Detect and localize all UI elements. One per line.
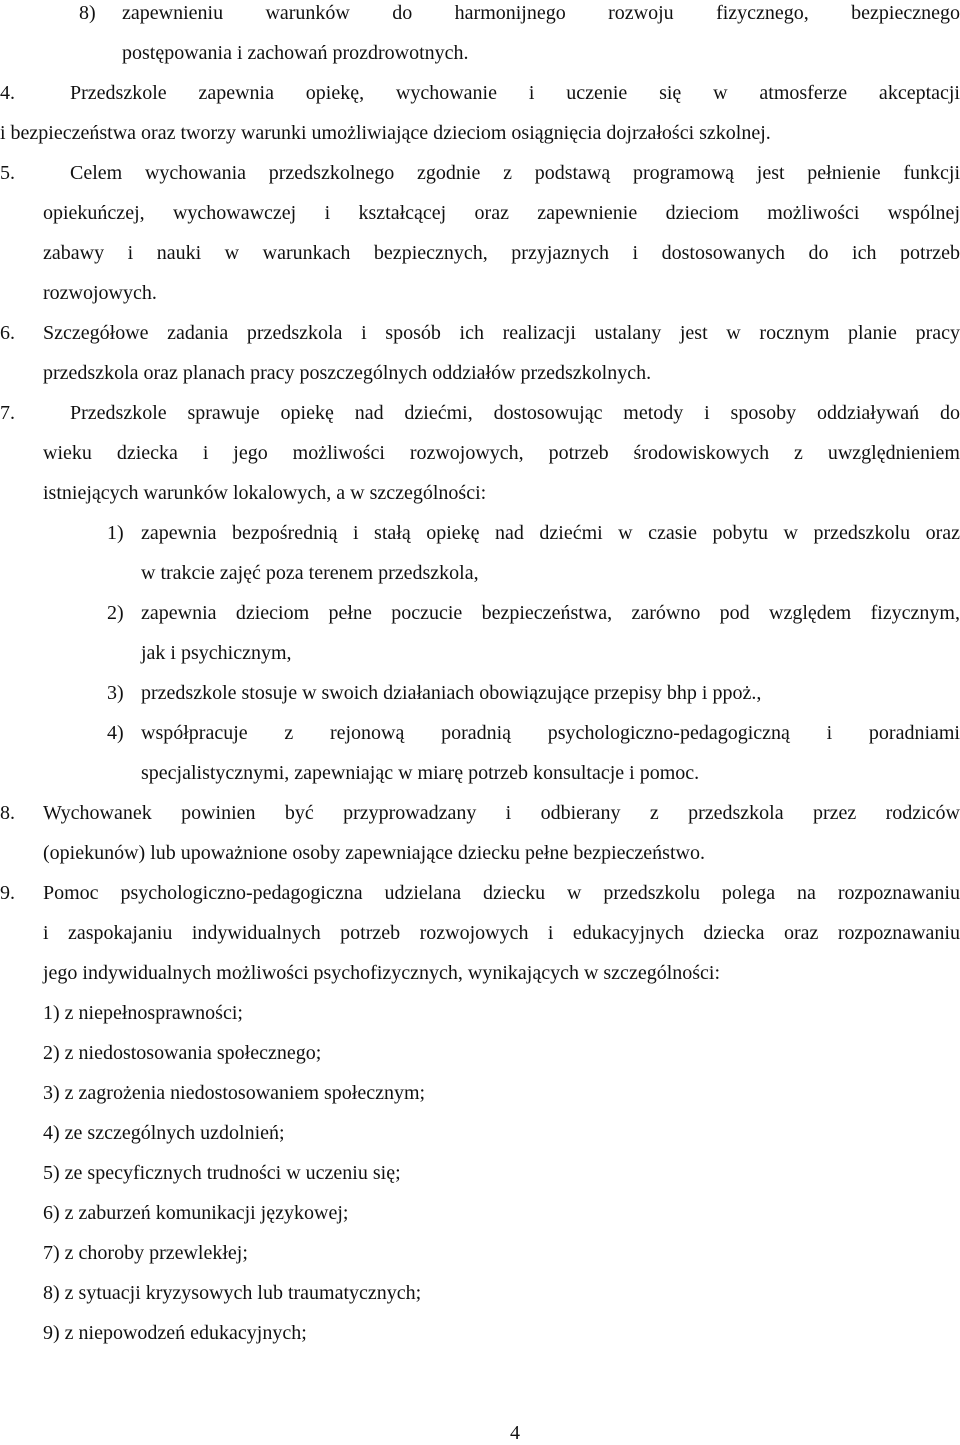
sublist-line: specjalistycznymi, zapewniając w miarę potrzeb konsultacje i pomoc. — [141, 762, 700, 784]
paragraph-line: istniejących warunków lokalowych, a w szczególności: — [43, 482, 487, 504]
sublist-item: 4) ze szczególnych uzdolnień; — [43, 1122, 285, 1144]
paragraph-line: Szczegółowe zadania przedszkola i sposób ich realizacji ustalany jest w rocznym planie pracy — [43, 322, 960, 344]
sublist-line: współpracuje z rejonową poradnią psychologiczno-pedagogiczną i poradniami — [141, 722, 960, 744]
sublist-item: 5) ze specyficznych trudności w uczeniu się; — [43, 1162, 401, 1184]
paragraph-line: postępowania i zachowań prozdrowotnych. — [122, 42, 469, 64]
sublist-item: 2) z niedostosowania społecznego; — [43, 1042, 322, 1064]
paragraph-line: Przedszkole sprawuje opiekę nad dziećmi, dostosowując metody i sposoby oddziaływań do — [70, 402, 960, 424]
paragraph-line: Celem wychowania przedszkolnego zgodnie z podstawą programową jest pełnienie funkcji — [70, 162, 960, 184]
paragraph-line: Przedszkole zapewnia opiekę, wychowanie i uczenie się w atmosferze akceptacji — [70, 82, 960, 104]
sublist-item: 9) z niepowodzeń edukacyjnych; — [43, 1322, 307, 1344]
sublist-marker: 3) — [107, 682, 124, 704]
paragraph-line: opiekuńczej, wychowawczej i kształcącej oraz zapewnienie dzieciom możliwości wspólnej — [43, 202, 960, 224]
sublist-line: przedszkole stosuje w swoich działaniach obowiązujące przepisy bhp i ppoż., — [141, 682, 762, 704]
sublist-line: w trakcie zajęć poza terenem przedszkola, — [141, 562, 479, 584]
paragraph-line: rozwojowych. — [43, 282, 157, 304]
paragraph-line: Wychowanek powinien być przyprowadzany i odbierany z przedszkola przez rodziców — [43, 802, 960, 824]
page-number: 4 — [510, 1422, 520, 1444]
list-marker: 7. — [0, 402, 15, 424]
list-marker: 8. — [0, 802, 15, 824]
paragraph-line: wieku dziecka i jego możliwości rozwojowych, potrzeb środowiskowych z uwzględnieniem — [43, 442, 960, 464]
sublist-item: 6) z zaburzeń komunikacji językowej; — [43, 1202, 349, 1224]
list-marker: 8) — [79, 2, 96, 24]
sublist-line: zapewnia bezpośrednią i stałą opiekę nad dziećmi w czasie pobytu w przedszkolu oraz — [141, 522, 960, 544]
list-marker: 9. — [0, 882, 15, 904]
paragraph-line: jego indywidualnych możliwości psychofizycznych, wynikających w szczególności: — [43, 962, 721, 984]
sublist-item: 7) z choroby przewlekłej; — [43, 1242, 248, 1264]
list-marker: 5. — [0, 162, 15, 184]
sublist-marker: 1) — [107, 522, 124, 544]
paragraph-line: zabawy i nauki w warunkach bezpiecznych, przyjaznych i dostosowanych do ich potrzeb — [43, 242, 960, 264]
sublist-marker: 4) — [107, 722, 124, 744]
paragraph-line: zapewnieniu warunków do harmonijnego rozwoju fizycznego, bezpiecznego — [122, 2, 960, 24]
paragraph-line: Pomoc psychologiczno-pedagogiczna udzielana dziecku w przedszkolu polega na rozpoznawaniu — [43, 882, 960, 904]
sublist-line: jak i psychicznym, — [141, 642, 292, 664]
list-marker: 6. — [0, 322, 15, 344]
paragraph-line: i zaspokajaniu indywidualnych potrzeb rozwojowych i edukacyjnych dziecka oraz rozpoznawaniu — [43, 922, 960, 944]
paragraph-line: przedszkola oraz planach pracy poszczególnych oddziałów przedszkolnych. — [43, 362, 652, 384]
sublist-line: zapewnia dzieciom pełne poczucie bezpieczeństwa, zarówno pod względem fizycznym, — [141, 602, 960, 624]
list-marker: 4. — [0, 82, 15, 104]
sublist-item: 1) z niepełnosprawności; — [43, 1002, 243, 1024]
paragraph-line: i bezpieczeństwa oraz tworzy warunki umożliwiające dzieciom osiągnięcia dojrzałości szkolnej. — [0, 122, 771, 144]
paragraph-line: (opiekunów) lub upoważnione osoby zapewniające dziecku pełne bezpieczeństwo. — [43, 842, 705, 864]
sublist-item: 8) z sytuacji kryzysowych lub traumatycznych; — [43, 1282, 422, 1304]
sublist-marker: 2) — [107, 602, 124, 624]
sublist-item: 3) z zagrożenia niedostosowaniem społecznym; — [43, 1082, 426, 1104]
